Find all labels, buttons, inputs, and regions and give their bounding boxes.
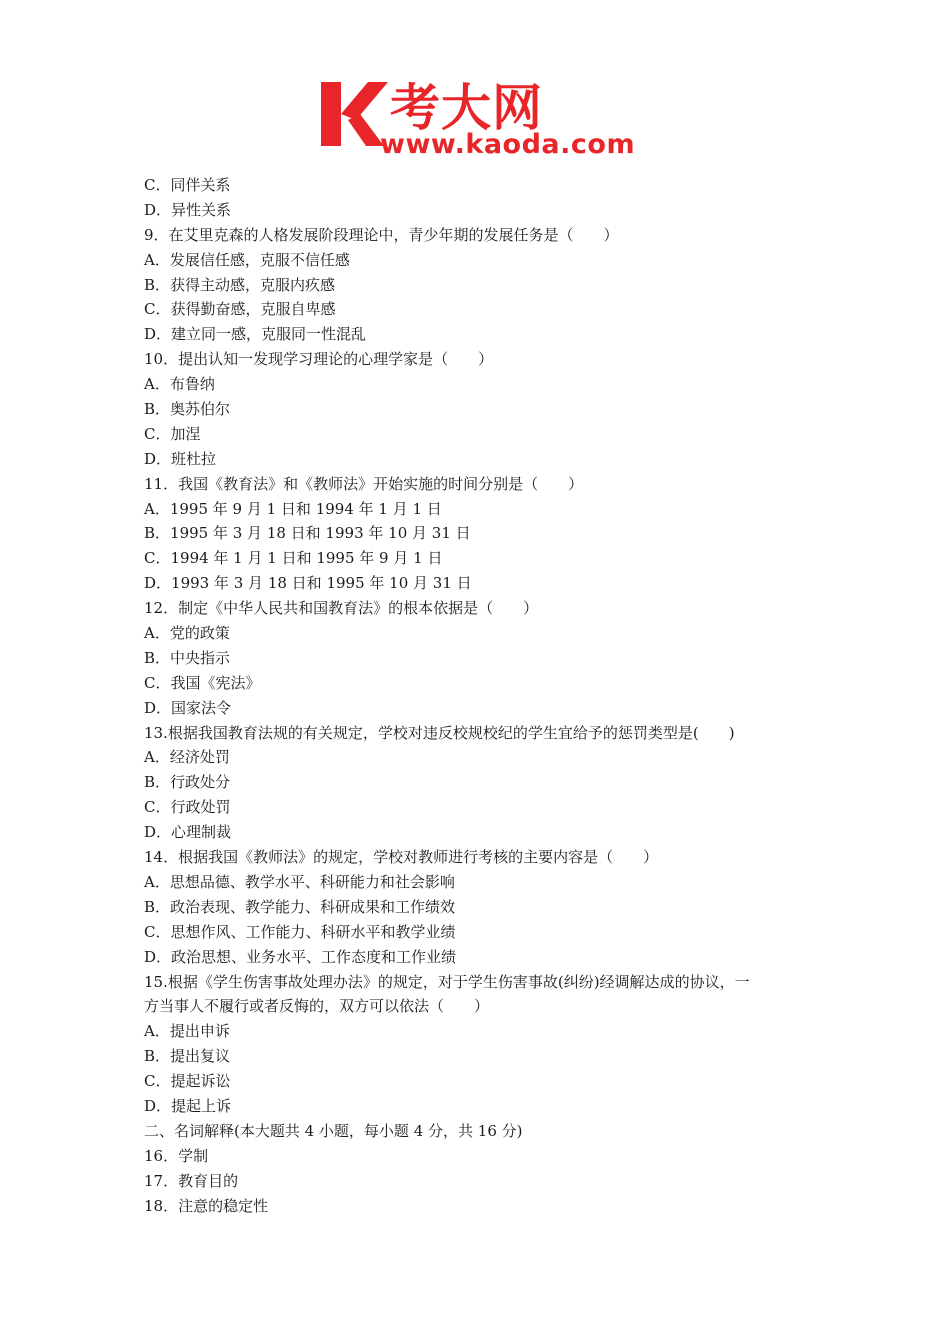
option-line: A．布鲁纳 xyxy=(144,375,215,394)
option-line: D．国家法令 xyxy=(144,698,232,717)
option-line: C．加涅 xyxy=(144,424,201,443)
option-line: B．1995 年 3 月 18 日和 1993 年 10 月 31 日 xyxy=(144,524,471,543)
option-line: A．发展信任感，克服不信任感 xyxy=(144,250,350,269)
option-line: D．政治思想、业务水平、工作态度和工作业绩 xyxy=(144,947,457,966)
option-line: B．中央指示 xyxy=(144,648,231,667)
option-line: D．1993 年 3 月 18 日和 1995 年 10 月 31 日 xyxy=(144,574,472,593)
logo-url-text: www.kaoda.com xyxy=(380,129,636,160)
question-line: 10．提出认知一发现学习理论的心理学家是（ ） xyxy=(144,350,494,369)
option-line: A．思想品德、教学水平、科研能力和社会影响 xyxy=(144,872,455,891)
option-line: D．异性关系 xyxy=(144,200,232,219)
exam-content xyxy=(144,173,824,1218)
question-line: 14．根据我国《教师法》的规定，学校对教师进行考核的主要内容是（ ） xyxy=(144,848,659,867)
option-line: A．提出申诉 xyxy=(144,1022,230,1041)
kaoda-logo[interactable] xyxy=(318,80,648,162)
option-line: A．经济处罚 xyxy=(144,748,230,767)
logo-brand-text: 考大网 xyxy=(390,79,543,137)
option-line: D．心理制裁 xyxy=(144,823,232,842)
option-line: B．获得主动感，克服内疚感 xyxy=(144,275,336,294)
option-line: C．我国《宪法》 xyxy=(144,673,261,692)
option-line: B．奥苏伯尔 xyxy=(144,400,231,419)
option-line: D．班杜拉 xyxy=(144,449,217,468)
option-line: C．1994 年 1 月 1 日和 1995 年 9 月 1 日 xyxy=(144,549,443,568)
option-line: A．党的政策 xyxy=(144,624,230,643)
question-line: 11．我国《教育法》和《教师法》开始实施的时间分别是（ ） xyxy=(144,474,584,493)
option-line: C．获得勤奋感，克服自卑感 xyxy=(144,300,336,319)
k-mark-icon xyxy=(318,80,388,152)
option-line: C．同伴关系 xyxy=(144,176,231,194)
option-line: C．行政处罚 xyxy=(144,798,231,817)
question-line: 13.根据我国教育法规的有关规定，学校对违反校规校纪的学生宜给予的惩罚类型是( ) xyxy=(144,723,735,742)
option-line: C．思想作风、工作能力、科研水平和教学业绩 xyxy=(144,922,456,941)
question-line: 15.根据《学生伤害事故处理办法》的规定，对于学生伤害事故(纠纷)经调解达成的协议，一 xyxy=(144,972,750,991)
option-line: D．提起上诉 xyxy=(144,1096,232,1115)
option-line: B．政治表现、教学能力、科研成果和工作绩效 xyxy=(144,897,456,916)
option-line: A．1995 年 9 月 1 日和 1994 年 1 月 1 日 xyxy=(144,499,442,518)
section-heading: 二、名词解释(本大题共 4 小题，每小题 4 分，共 16 分) xyxy=(144,1121,523,1140)
question-line: 12．制定《中华人民共和国教育法》的根本依据是（ ） xyxy=(144,599,539,618)
option-line: D．建立同一感，克服同一性混乱 xyxy=(144,325,367,344)
option-line: B．行政处分 xyxy=(144,773,231,792)
option-line: B．提出复议 xyxy=(144,1047,231,1066)
question-line-continued: 方当事人不履行或者反悔的，双方可以依法（ ） xyxy=(144,997,490,1016)
question-line: 17．教育目的 xyxy=(144,1171,239,1190)
question-line: 16．学制 xyxy=(144,1146,209,1165)
option-line: C．提起诉讼 xyxy=(144,1072,231,1091)
question-line: 18．注意的稳定性 xyxy=(144,1196,269,1215)
question-line: 9．在艾里克森的人格发展阶段理论中，青少年期的发展任务是（ ） xyxy=(144,225,619,244)
